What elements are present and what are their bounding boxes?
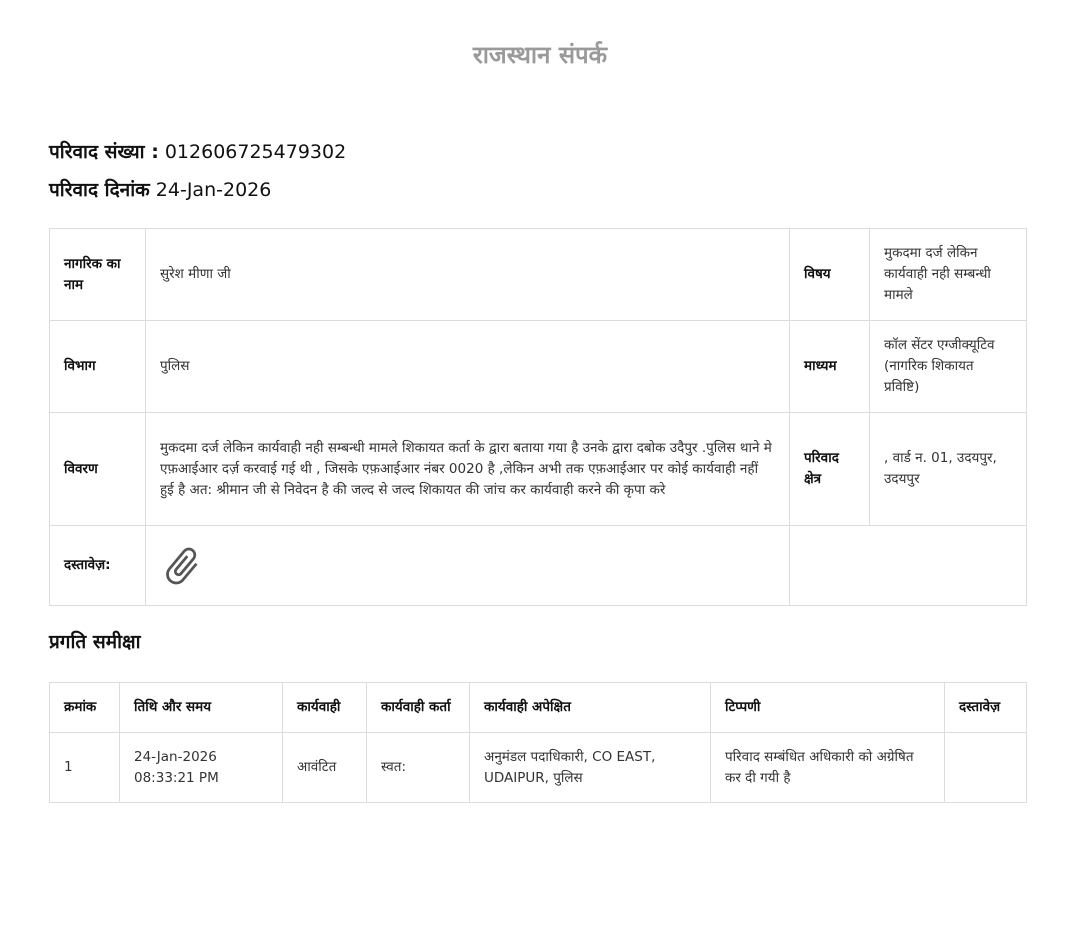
area-label: परिवाद क्षेत्र [790, 413, 870, 526]
cell-datetime: 24-Jan-2026 08:33:21 PM [120, 733, 283, 803]
description-value: मुकदमा दर्ज लेकिन कार्यवाही नही सम्बन्धी मामले शिकायत कर्ता के द्वारा बताया गया है उनके द्वारा दबोक उदैपुर .पुलिस थाने मे एफ़आईआर दर्ज़ करवाई गई थी , जिसके एफ़आईआर नंबर 0020 है ,लेकिन अभी तक एफ़आईआर पर कोई कार्यवाही नहीं हुई है अत: श्रीमान जी से निवेदन है की जल्द से जल्द शिकायत की जांच कर कार्यवाही करने की कृपा करे [146, 413, 790, 526]
cell-serial: 1 [50, 733, 120, 803]
documents-label: दस्तावेज़: [50, 526, 146, 606]
complaint-number-value: 012606725479302 [164, 141, 347, 163]
subject-label: विषय [790, 229, 870, 321]
documents-attachment-cell [146, 526, 790, 606]
column-header-serial: क्रमांक [50, 683, 120, 733]
paperclip-icon[interactable] [160, 544, 204, 588]
column-header-actor: कार्यवाही कर्ता [367, 683, 470, 733]
complaint-number-line [49, 138, 346, 164]
description-label: विवरण [50, 413, 146, 526]
details-row-documents [50, 526, 1027, 606]
complaint-date-line [49, 176, 271, 202]
medium-label: माध्यम [790, 321, 870, 413]
department-label: विभाग [50, 321, 146, 413]
column-header-expected-action: कार्यवाही अपेक्षित [470, 683, 711, 733]
column-header-remark: टिप्पणी [711, 683, 945, 733]
cell-actor: स्वत: [367, 733, 470, 803]
complaint-details-table [49, 228, 1027, 606]
area-value: , वार्ड न. 01, उदयपुर, उदयपुर [870, 413, 1027, 526]
details-row-department [50, 321, 1027, 413]
site-title: राजस्थान संपर्क [472, 41, 608, 69]
citizen-name-value: सुरेश मीणा जी [146, 229, 790, 321]
complaint-date-value: 24-Jan-2026 [155, 179, 272, 201]
cell-expected-action: अनुमंडल पदाधिकारी, CO EAST, UDAIPUR, पुलिस [470, 733, 711, 803]
cell-action: आवंटित [283, 733, 367, 803]
complaint-date-label: परिवाद दिनांक [49, 179, 150, 201]
progress-header-row [50, 683, 1027, 733]
progress-review-table [49, 682, 1027, 803]
citizen-name-label: नागरिक का नाम [50, 229, 146, 321]
column-header-action: कार्यवाही [283, 683, 367, 733]
column-header-datetime: तिथि और समय [120, 683, 283, 733]
documents-empty-cell [790, 526, 1027, 606]
details-row-name [50, 229, 1027, 321]
column-header-document: दस्तावेज़ [945, 683, 1027, 733]
cell-remark: परिवाद सम्बंधित अधिकारी को अग्रेषित कर दी गयी है [711, 733, 945, 803]
medium-value: कॉल सेंटर एग्जीक्यूटिव (नागरिक शिकायत प्रविष्टि) [870, 321, 1027, 413]
cell-document [945, 733, 1027, 803]
complaint-number-label: परिवाद संख्या : [49, 141, 159, 163]
progress-review-title: प्रगति समीक्षा [49, 631, 141, 653]
department-value: पुलिस [146, 321, 790, 413]
subject-value: मुकदमा दर्ज लेकिन कार्यवाही नही सम्बन्धी मामले [870, 229, 1027, 321]
table-row [50, 733, 1027, 803]
details-row-description [50, 413, 1027, 526]
